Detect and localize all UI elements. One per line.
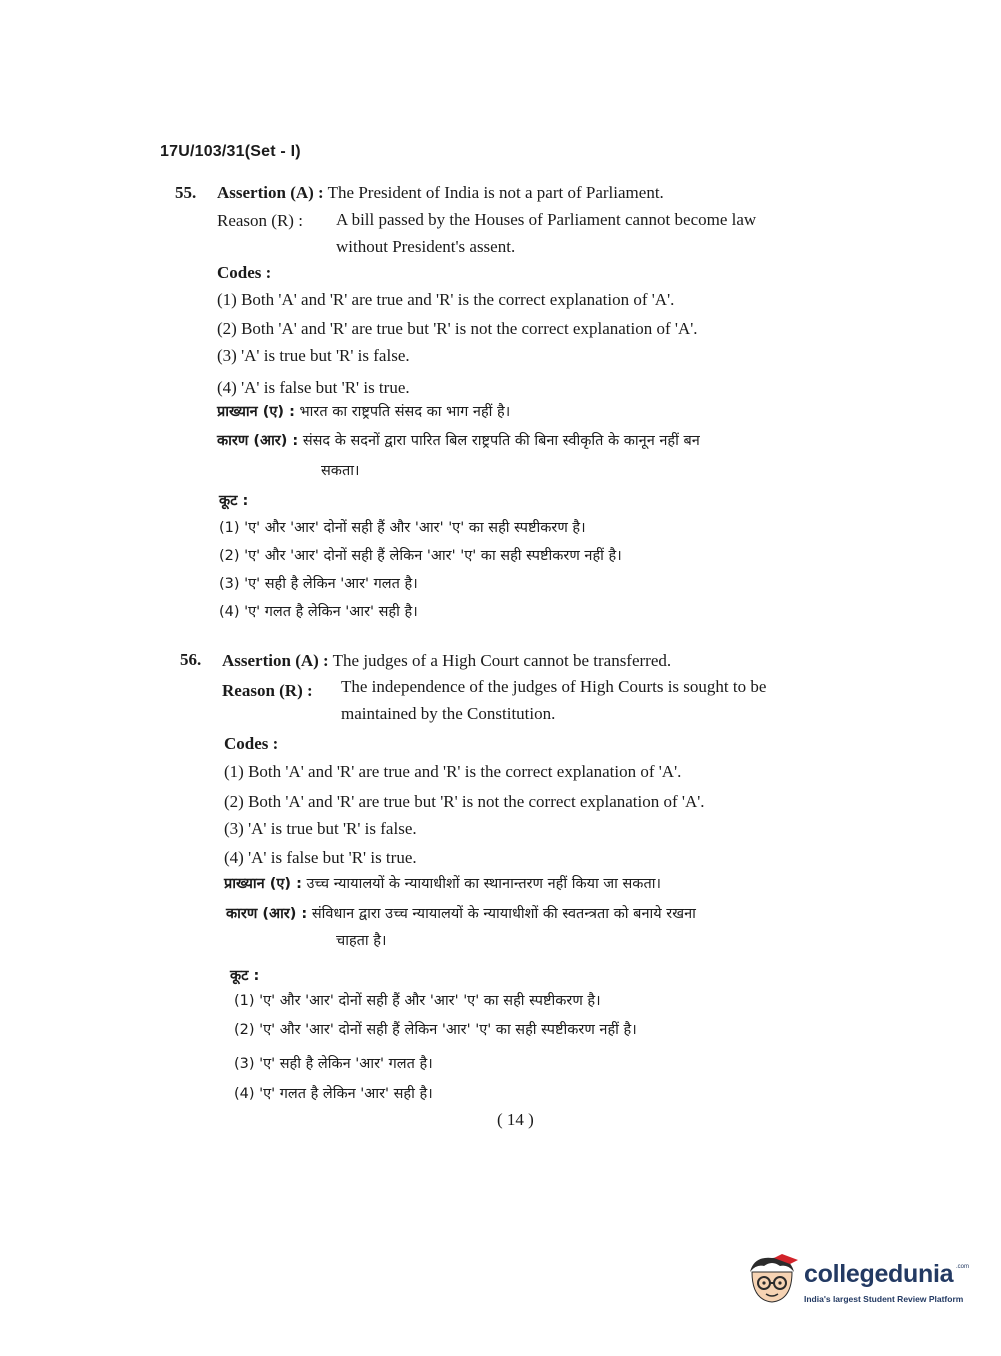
assertion-label: Assertion (A) :: [217, 183, 324, 202]
hindi-reason-line-1: संसद के सदनों द्वारा पारित बिल राष्ट्रपति की बिना स्वीकृति के कानून नहीं बन: [302, 433, 700, 449]
hindi-assertion: [224, 876, 661, 893]
hindi-reason: [226, 906, 696, 923]
hindi-reason-line-1: संविधान द्वारा उच्च न्यायालयों के न्यायाधीशों की स्वतन्त्रता को बनाये रखना: [311, 906, 696, 922]
reason-label: Reason (R) :: [222, 681, 313, 700]
hindi-reason: [217, 433, 700, 450]
hindi-code-option-1: (1) 'ए' और 'आर' दोनों सही हैं और 'आर' 'ए' का सही स्पष्टीकरण है।: [219, 520, 586, 536]
hindi-code-option-2: (2) 'ए' और 'आर' दोनों सही हैं लेकिन 'आर' 'ए' का सही स्पष्टीकरण नहीं है।: [219, 548, 622, 564]
code-option-4: (4) 'A' is false but 'R' is true.: [224, 848, 417, 867]
reason-line-2: without President's assent.: [336, 237, 516, 256]
logo-wordmark: collegedunia: [804, 1260, 954, 1288]
reason-line-1: A bill passed by the Houses of Parliament cannot become law: [336, 210, 757, 229]
codes-label: Codes :: [224, 734, 279, 753]
hindi-assertion: [217, 404, 510, 421]
question-number: 56.: [180, 650, 202, 669]
hindi-reason-line-2: सकता।: [321, 463, 360, 479]
code-option-3: (3) 'A' is true but 'R' is false.: [224, 819, 417, 838]
assertion-text: The judges of a High Court cannot be transferred.: [332, 651, 672, 670]
page-number: ( 14 ): [497, 1110, 534, 1129]
hindi-codes-label: कूट :: [219, 493, 249, 509]
hindi-codes-label: कूट :: [230, 968, 260, 984]
hindi-code-option-3: (3) 'ए' सही है लेकिन 'आर' गलत है।: [219, 576, 418, 592]
assertion: [222, 651, 671, 671]
code-option-2: (2) Both 'A' and 'R' are true but 'R' is not the correct explanation of 'A'.: [224, 792, 705, 811]
paper-code: 17U/103/31(Set - I): [160, 143, 301, 160]
question-number: 55.: [175, 183, 197, 202]
code-option-3: (3) 'A' is true but 'R' is false.: [217, 346, 410, 365]
assertion-text: The President of India is not a part of Parliament.: [327, 183, 664, 202]
hindi-code-option-4: (4) 'ए' गलत है लेकिन 'आर' सही है।: [219, 604, 418, 620]
hindi-code-option-4: (4) 'ए' गलत है लेकिन 'आर' सही है।: [234, 1086, 433, 1102]
hindi-code-option-1: (1) 'ए' और 'आर' दोनों सही हैं और 'आर' 'ए' का सही स्पष्टीकरण है।: [234, 993, 601, 1009]
collegedunia-logo: [742, 1250, 972, 1310]
hindi-reason-line-2: चाहता है।: [336, 933, 387, 949]
hindi-assertion-text: उच्च न्यायालयों के न्यायाधीशों का स्थानान्तरण नहीं किया जा सकता।: [306, 876, 661, 892]
question-56: [180, 650, 860, 1110]
codes-label: Codes :: [217, 263, 272, 282]
hindi-assertion-text: भारत का राष्ट्रपति संसद का भाग नहीं है।: [299, 404, 511, 420]
reason-line-1: The independence of the judges of High Courts is sought to be: [341, 677, 767, 696]
hindi-reason-label: कारण (आर) :: [217, 433, 299, 449]
assertion-label: Assertion (A) :: [222, 651, 329, 670]
hindi-assertion-label: प्राख्यान (ए) :: [224, 876, 302, 892]
code-option-4: (4) 'A' is false but 'R' is true.: [217, 378, 410, 397]
hindi-reason-label: कारण (आर) :: [226, 906, 308, 922]
code-option-1: (1) Both 'A' and 'R' are true and 'R' is the correct explanation of 'A'.: [224, 762, 682, 781]
logo-tagline: India's largest Student Review Platform: [804, 1294, 964, 1304]
hindi-code-option-2: (2) 'ए' और 'आर' दोनों सही हैं लेकिन 'आर' 'ए' का सही स्पष्टीकरण नहीं है।: [234, 1022, 637, 1038]
code-option-1: (1) Both 'A' and 'R' are true and 'R' is the correct explanation of 'A'.: [217, 290, 675, 309]
reason-line-2: maintained by the Constitution.: [341, 704, 556, 723]
logo-suffix: .com: [956, 1264, 970, 1270]
hindi-code-option-3: (3) 'ए' सही है लेकिन 'आर' गलत है।: [234, 1056, 433, 1072]
code-option-2: (2) Both 'A' and 'R' are true but 'R' is not the correct explanation of 'A'.: [217, 319, 698, 338]
mascot-icon: [742, 1250, 802, 1310]
question-55: [175, 183, 855, 633]
reason-label: Reason (R) :: [217, 211, 303, 230]
assertion: [217, 183, 664, 203]
hindi-assertion-label: प्राख्यान (ए) :: [217, 404, 295, 420]
